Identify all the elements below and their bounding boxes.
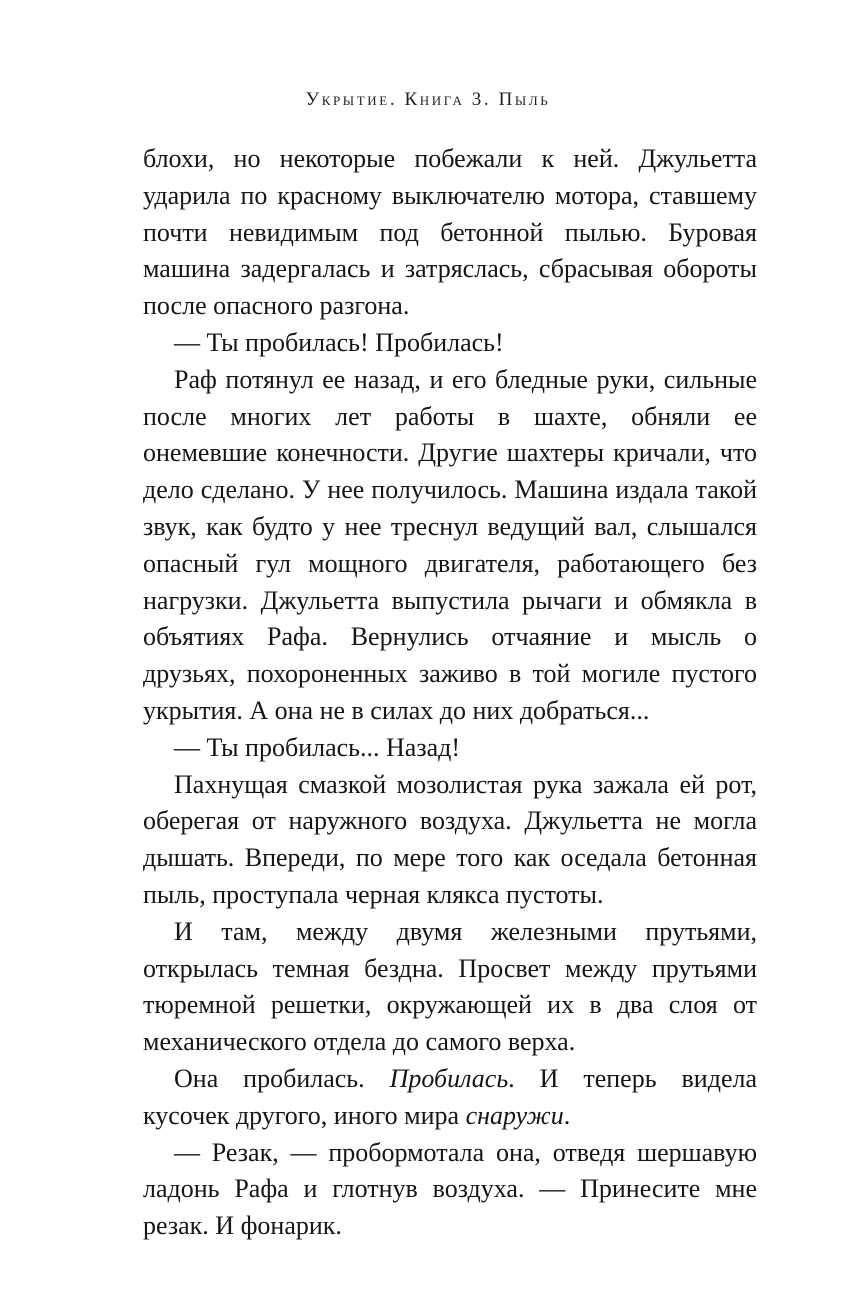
paragraph-text: Раф потянул ее назад, и его бледные руки, сильные после многих лет работы в шахте, обняли ее онемевшие конечности. Другие шахтеры кричали, что дело сделано. У нее получилось. Машина издала такой звук, как будто у нее треснул ведущий вал, слышался опасный гул мощного двигателя, работающего без нагрузки. Джульетта выпустила рычаги и обмякла в объятиях Рафа. Вернулись отчаяние и мысль о друзьях, похороненных заживо в той могиле пустого укрытия. А она не в силах до них добраться... xyxy=(143,364,757,725)
paragraph-text: блохи, но некоторые побежали к ней. Джульетта ударила по красному выключателю мотора, ставшему почти невидимым под бетонной пылью. Буровая машина задергалась и затряслась, сбрасывая обороты после опасного разгона. xyxy=(143,144,757,321)
paragraph xyxy=(143,141,757,325)
paragraph xyxy=(143,767,757,914)
paragraph-text: — Ты пробилась! Пробилась! xyxy=(174,327,504,357)
emphasized-text: Пробилась xyxy=(389,1063,509,1093)
paragraph-text: — Резак, — пробормотала она, отведя шершавую ладонь Рафа и глотнув воздуха. — Принесите мне резак. И фонарик. xyxy=(143,1137,757,1241)
paragraph xyxy=(143,325,757,362)
paragraph-text: И там, между двумя железными прутьями, открылась темная бездна. Просвет между прутьями тюремной решетки, окружающей их в два слоя от механического отдела до самого верха. xyxy=(143,916,757,1057)
paragraph-text: . xyxy=(563,1100,571,1130)
paragraph xyxy=(143,1061,757,1135)
paragraph xyxy=(143,1135,757,1245)
paragraph-text: — Ты пробилась... Назад! xyxy=(174,732,461,762)
paragraph xyxy=(143,362,757,730)
paragraph-text: . И теперь видела кусочек другого, иного мира xyxy=(143,1063,758,1130)
paragraph-text: Пахнущая смазкой мозолистая рука зажала ей рот, оберегая от наружного воздуха. Джульетта не могла дышать. Впереди, по мере того как оседала бетонная пыль, проступала черная клякса пустоты. xyxy=(143,769,757,909)
running-head: Укрытие. Книга 3. Пыль xyxy=(305,89,551,110)
paragraph xyxy=(143,914,757,1061)
body-text xyxy=(143,141,757,1245)
paragraph-text: Она пробилась. xyxy=(174,1063,390,1093)
emphasized-text: снаружи xyxy=(465,1100,564,1130)
paragraph xyxy=(143,730,757,767)
